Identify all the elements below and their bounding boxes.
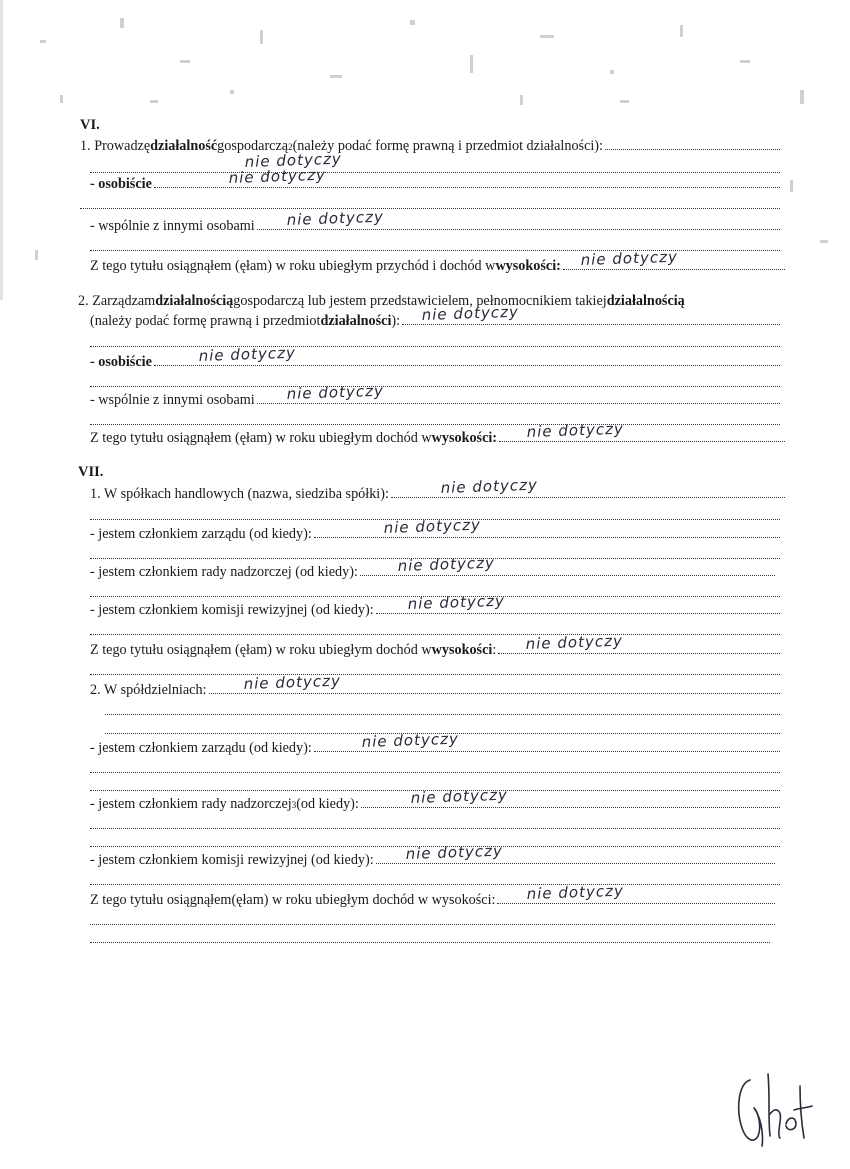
vi-income2-line: Z tego tytułu osiągnąłem (ęłam) w roku ubiegłym dochód w wysokości: nie dotyczy bbox=[90, 428, 785, 445]
vii-companies-answer: nie dotyczy bbox=[440, 475, 539, 497]
vii-audit-line: - jestem członkiem komisji rewizyjnej (od kiedy): nie dotyczy bbox=[90, 600, 780, 617]
vii-income4-line: Z tego tytułu osiągnąłem(ęłam) w roku ubiegłym dochód w wysokości: nie dotyczy bbox=[90, 890, 775, 907]
vi-personally2-line: - osobiście nie dotyczy bbox=[90, 352, 780, 369]
vi-income1-answer: nie dotyczy bbox=[580, 247, 678, 269]
vi-business-answer: nie dotyczy bbox=[244, 149, 343, 171]
vii-coop-board-line: - jestem członkiem zarządu (od kiedy): nie dotyczy bbox=[90, 738, 780, 755]
section-vii-heading: VII. bbox=[78, 464, 104, 480]
vii-income4-answer: nie dotyczy bbox=[526, 881, 625, 903]
vii-coop-board-answer: nie dotyczy bbox=[361, 729, 459, 751]
section-vi-heading: VI. bbox=[80, 117, 100, 133]
vii-coop-supervisory-answer: nie dotyczy bbox=[410, 785, 508, 807]
vii-coops-line: 2. W spółdzielniach: nie dotyczy bbox=[90, 680, 780, 697]
vi-management-answer: nie dotyczy bbox=[421, 302, 520, 324]
vi-management-line-2: (należy podać formę prawną i przedmiot działalności ): nie dotyczy bbox=[90, 311, 780, 328]
vi-personally2-answer: nie dotyczy bbox=[198, 343, 296, 365]
handwritten-signature bbox=[728, 1066, 828, 1151]
vi-business-line: 1. Prowadzę działalność gospodarczą 2 (należy podać formę prawną i przedmiot działalności): bbox=[80, 136, 780, 153]
vi-personally-answer: nie dotyczy bbox=[228, 165, 326, 187]
vi-management-line: 2. Zarządzam działalnością gospodarczą lub jestem przedstawicielem, pełnomocnikiem takiej działalnością bbox=[78, 293, 685, 309]
vi-jointly-answer: nie dotyczy bbox=[286, 207, 384, 229]
vi-income2-answer: nie dotyczy bbox=[526, 419, 625, 441]
vii-companies-line: 1. W spółkach handlowych (nazwa, siedziba spółki): nie dotyczy bbox=[90, 484, 785, 501]
vii-coop-audit-answer: nie dotyczy bbox=[405, 841, 503, 863]
vii-coop-audit-line: - jestem członkiem komisji rewizyjnej (od kiedy): nie dotyczy bbox=[90, 850, 775, 867]
vii-coop-supervisory-line: - jestem członkiem rady nadzorczej 3 (od kiedy): nie dotyczy bbox=[90, 794, 780, 811]
vi-jointly2-answer: nie dotyczy bbox=[286, 381, 384, 403]
vi-jointly2-line: - wspólnie z innymi osobami nie dotyczy bbox=[90, 390, 780, 407]
vii-income3-line: Z tego tytułu osiągnąłem (ęłam) w roku ubiegłym dochód w wysokości : nie dotyczy bbox=[90, 640, 780, 657]
vi-income1-line: Z tego tytułu osiągnąłem (ęłam) w roku ubiegłym przychód i dochód w wysokości: nie dotyczy bbox=[90, 256, 785, 273]
vi-business-answer-line bbox=[90, 149, 780, 173]
vii-board-answer: nie dotyczy bbox=[383, 515, 481, 537]
vii-supervisory-answer: nie dotyczy bbox=[397, 553, 495, 575]
vi-jointly-line: - wspólnie z innymi osobami nie dotyczy bbox=[90, 216, 780, 233]
vii-income3-answer: nie dotyczy bbox=[525, 631, 624, 653]
vii-audit-answer: nie dotyczy bbox=[407, 591, 505, 613]
vii-coops-answer: nie dotyczy bbox=[242, 671, 341, 693]
vii-supervisory-line: - jestem członkiem rady nadzorczej (od kiedy): nie dotyczy bbox=[90, 562, 775, 579]
vi-personally-line: - osobiście nie dotyczy bbox=[90, 174, 780, 191]
vii-board-line: - jestem członkiem zarządu (od kiedy): nie dotyczy bbox=[90, 524, 780, 541]
